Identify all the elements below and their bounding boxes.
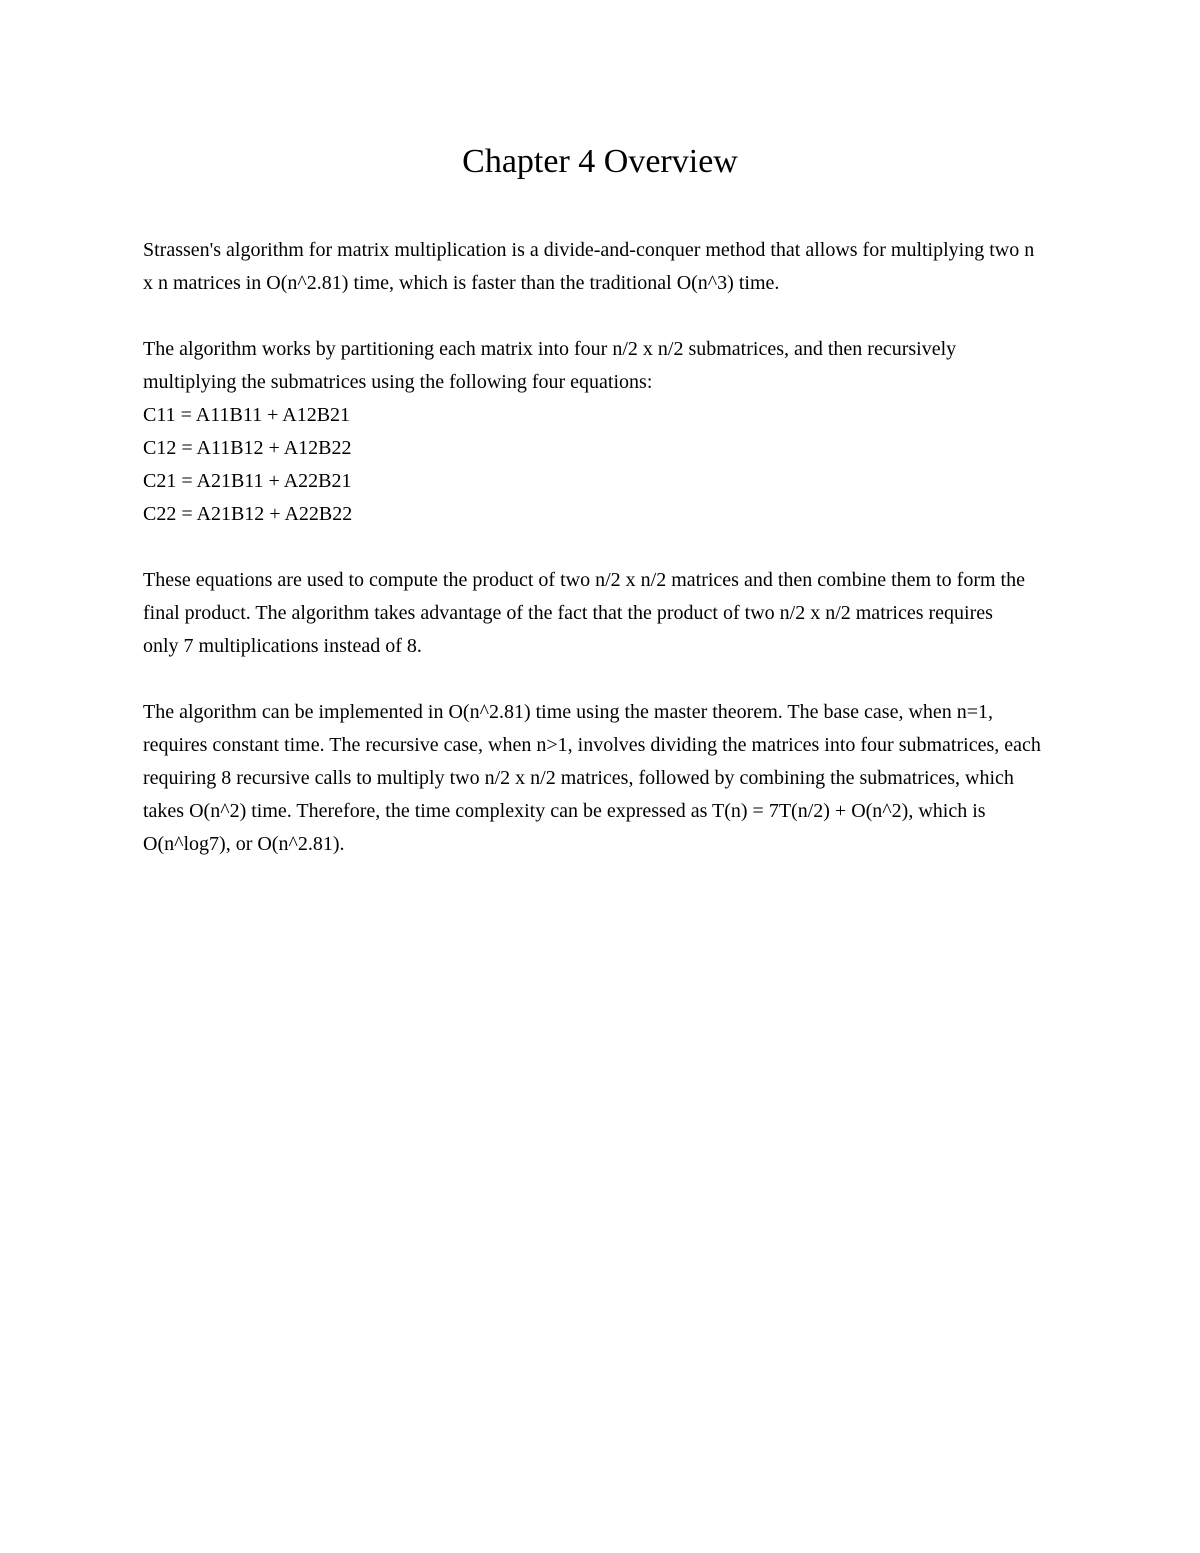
equation-c11: C11 = A11B11 + A12B21 [143,404,351,426]
paragraph-line: requiring 8 recursive calls to multiply two n/2 x n/2 matrices, followed by combining the submatrices, which [143,767,1014,789]
paragraph-line: final product. The algorithm takes advantage of the fact that the product of two n/2 x n/2 matrices requires [143,602,993,624]
paragraph-line: The algorithm can be implemented in O(n^2.81) time using the master theorem. The base case, when n=1, [143,701,994,723]
paragraph-line: These equations are used to compute the product of two n/2 x n/2 matrices and then combine them to form the [143,569,1025,591]
equation-c12: C12 = A11B12 + A12B22 [143,437,352,459]
paragraph-line: multiplying the submatrices using the following four equations: [143,371,653,393]
equation-c21: C21 = A21B11 + A22B21 [143,470,352,492]
document-body [143,234,1058,894]
paragraph-intro [143,234,1058,300]
paragraph-line: O(n^log7), or O(n^2.81). [143,833,345,855]
paragraph-line: x n matrices in O(n^2.81) time, which is faster than the traditional O(n^3) time. [143,272,780,294]
paragraph-line: only 7 multiplications instead of 8. [143,635,422,657]
equation-c22: C22 = A21B12 + A22B22 [143,503,353,525]
paragraph-line: takes O(n^2) time. Therefore, the time complexity can be expressed as T(n) = 7T(n/2) + O(n^2), which is [143,800,986,822]
paragraph-line: Strassen's algorithm for matrix multiplication is a divide-and-conquer method that allows for multiplying two n [143,239,1035,261]
paragraph-complexity [143,696,1058,861]
paragraph-line: requires constant time. The recursive case, when n>1, involves dividing the matrices into four submatrices, each [143,734,1041,756]
page-title: Chapter 4 Overview [462,143,738,180]
paragraph-product [143,564,1058,663]
paragraph-partitioning [143,333,1058,531]
paragraph-line: The algorithm works by partitioning each matrix into four n/2 x n/2 submatrices, and then recursively [143,338,957,360]
